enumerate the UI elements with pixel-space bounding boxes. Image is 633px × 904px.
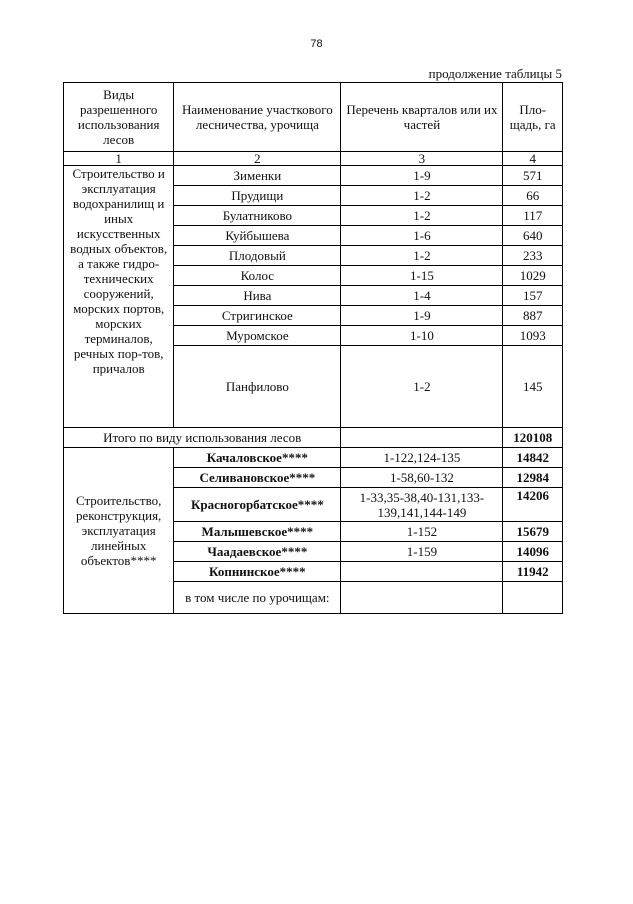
column-number: 4 bbox=[503, 152, 563, 166]
quarters: 1-2 bbox=[341, 346, 503, 428]
column-number-row bbox=[64, 152, 563, 166]
table-continuation-label: продолжение таблицы 5 bbox=[428, 66, 562, 81]
forestry-name: Плодовый bbox=[174, 246, 341, 266]
area: 117 bbox=[503, 206, 563, 226]
total-label: Итого по виду использования лесов bbox=[64, 428, 341, 448]
quarters: 1-10 bbox=[341, 326, 503, 346]
table-header-row bbox=[64, 83, 563, 152]
area: 66 bbox=[503, 186, 563, 206]
forestry-name: Нива bbox=[174, 286, 341, 306]
forestry-name: Селивановское**** bbox=[174, 468, 341, 488]
quarters: 1-15 bbox=[341, 266, 503, 286]
table-row bbox=[64, 166, 563, 186]
header-quarters: Перечень кварталов или их частей bbox=[341, 83, 503, 152]
table-row bbox=[64, 448, 563, 468]
quarters: 1-4 bbox=[341, 286, 503, 306]
use-type-cell: Строительство, реконструкция, эксплуатация линейных объектов**** bbox=[64, 448, 174, 614]
forestry-name: Качаловское**** bbox=[174, 448, 341, 468]
column-number: 1 bbox=[64, 152, 174, 166]
page-number: 78 bbox=[310, 38, 323, 50]
forest-use-table bbox=[63, 82, 563, 614]
area: 15679 bbox=[503, 522, 563, 542]
forestry-name: Зименки bbox=[174, 166, 341, 186]
area: 571 bbox=[503, 166, 563, 186]
header-forestry-name: Наименование участкового лесничества, урочища bbox=[174, 83, 341, 152]
total-area: 120108 bbox=[503, 428, 563, 448]
area: 1029 bbox=[503, 266, 563, 286]
forestry-name: Панфилово bbox=[174, 346, 341, 428]
quarters: 1-122,124-135 bbox=[341, 448, 503, 468]
quarters: 1-9 bbox=[341, 306, 503, 326]
area: 233 bbox=[503, 246, 563, 266]
forestry-name: Булатниково bbox=[174, 206, 341, 226]
quarters: 1-2 bbox=[341, 246, 503, 266]
quarters: 1-2 bbox=[341, 186, 503, 206]
quarters: 1-152 bbox=[341, 522, 503, 542]
area: 157 bbox=[503, 286, 563, 306]
forestry-name: Копнинское**** bbox=[174, 562, 341, 582]
forestry-name: Колос bbox=[174, 266, 341, 286]
quarters bbox=[341, 582, 503, 614]
area: 14842 bbox=[503, 448, 563, 468]
quarters bbox=[341, 562, 503, 582]
area: 640 bbox=[503, 226, 563, 246]
area: 11942 bbox=[503, 562, 563, 582]
area: 1093 bbox=[503, 326, 563, 346]
forestry-name: Куйбышева bbox=[174, 226, 341, 246]
quarters: 1-9 bbox=[341, 166, 503, 186]
quarters: 1-58,60-132 bbox=[341, 468, 503, 488]
column-number: 2 bbox=[174, 152, 341, 166]
area bbox=[503, 582, 563, 614]
header-area: Пло-щадь, га bbox=[503, 83, 563, 152]
area: 14206 bbox=[503, 488, 563, 522]
forestry-name: Муромское bbox=[174, 326, 341, 346]
forestry-name: Красногорбатское**** bbox=[174, 488, 341, 522]
subnote: в том числе по урочищам: bbox=[174, 582, 341, 614]
area: 12984 bbox=[503, 468, 563, 488]
header-use-type: Виды разрешенного использования лесов bbox=[64, 83, 174, 152]
forestry-name: Стригинское bbox=[174, 306, 341, 326]
use-type-cell: Строительство и эксплуатация водохранилищ и иных искусственных водных объектов, а также гидро-технических сооружений, морских портов, морских терминалов, речных пор-тов, причалов bbox=[64, 166, 174, 428]
forestry-name: Малышевское**** bbox=[174, 522, 341, 542]
total-quarters bbox=[341, 428, 503, 448]
column-number: 3 bbox=[341, 152, 503, 166]
forestry-name: Чаадаевское**** bbox=[174, 542, 341, 562]
area: 14096 bbox=[503, 542, 563, 562]
area: 145 bbox=[503, 346, 563, 428]
quarters: 1-6 bbox=[341, 226, 503, 246]
forestry-name: Прудищи bbox=[174, 186, 341, 206]
total-row bbox=[64, 428, 563, 448]
quarters: 1-33,35-38,40-131,133-139,141,144-149 bbox=[341, 488, 503, 522]
quarters: 1-159 bbox=[341, 542, 503, 562]
area: 887 bbox=[503, 306, 563, 326]
quarters: 1-2 bbox=[341, 206, 503, 226]
